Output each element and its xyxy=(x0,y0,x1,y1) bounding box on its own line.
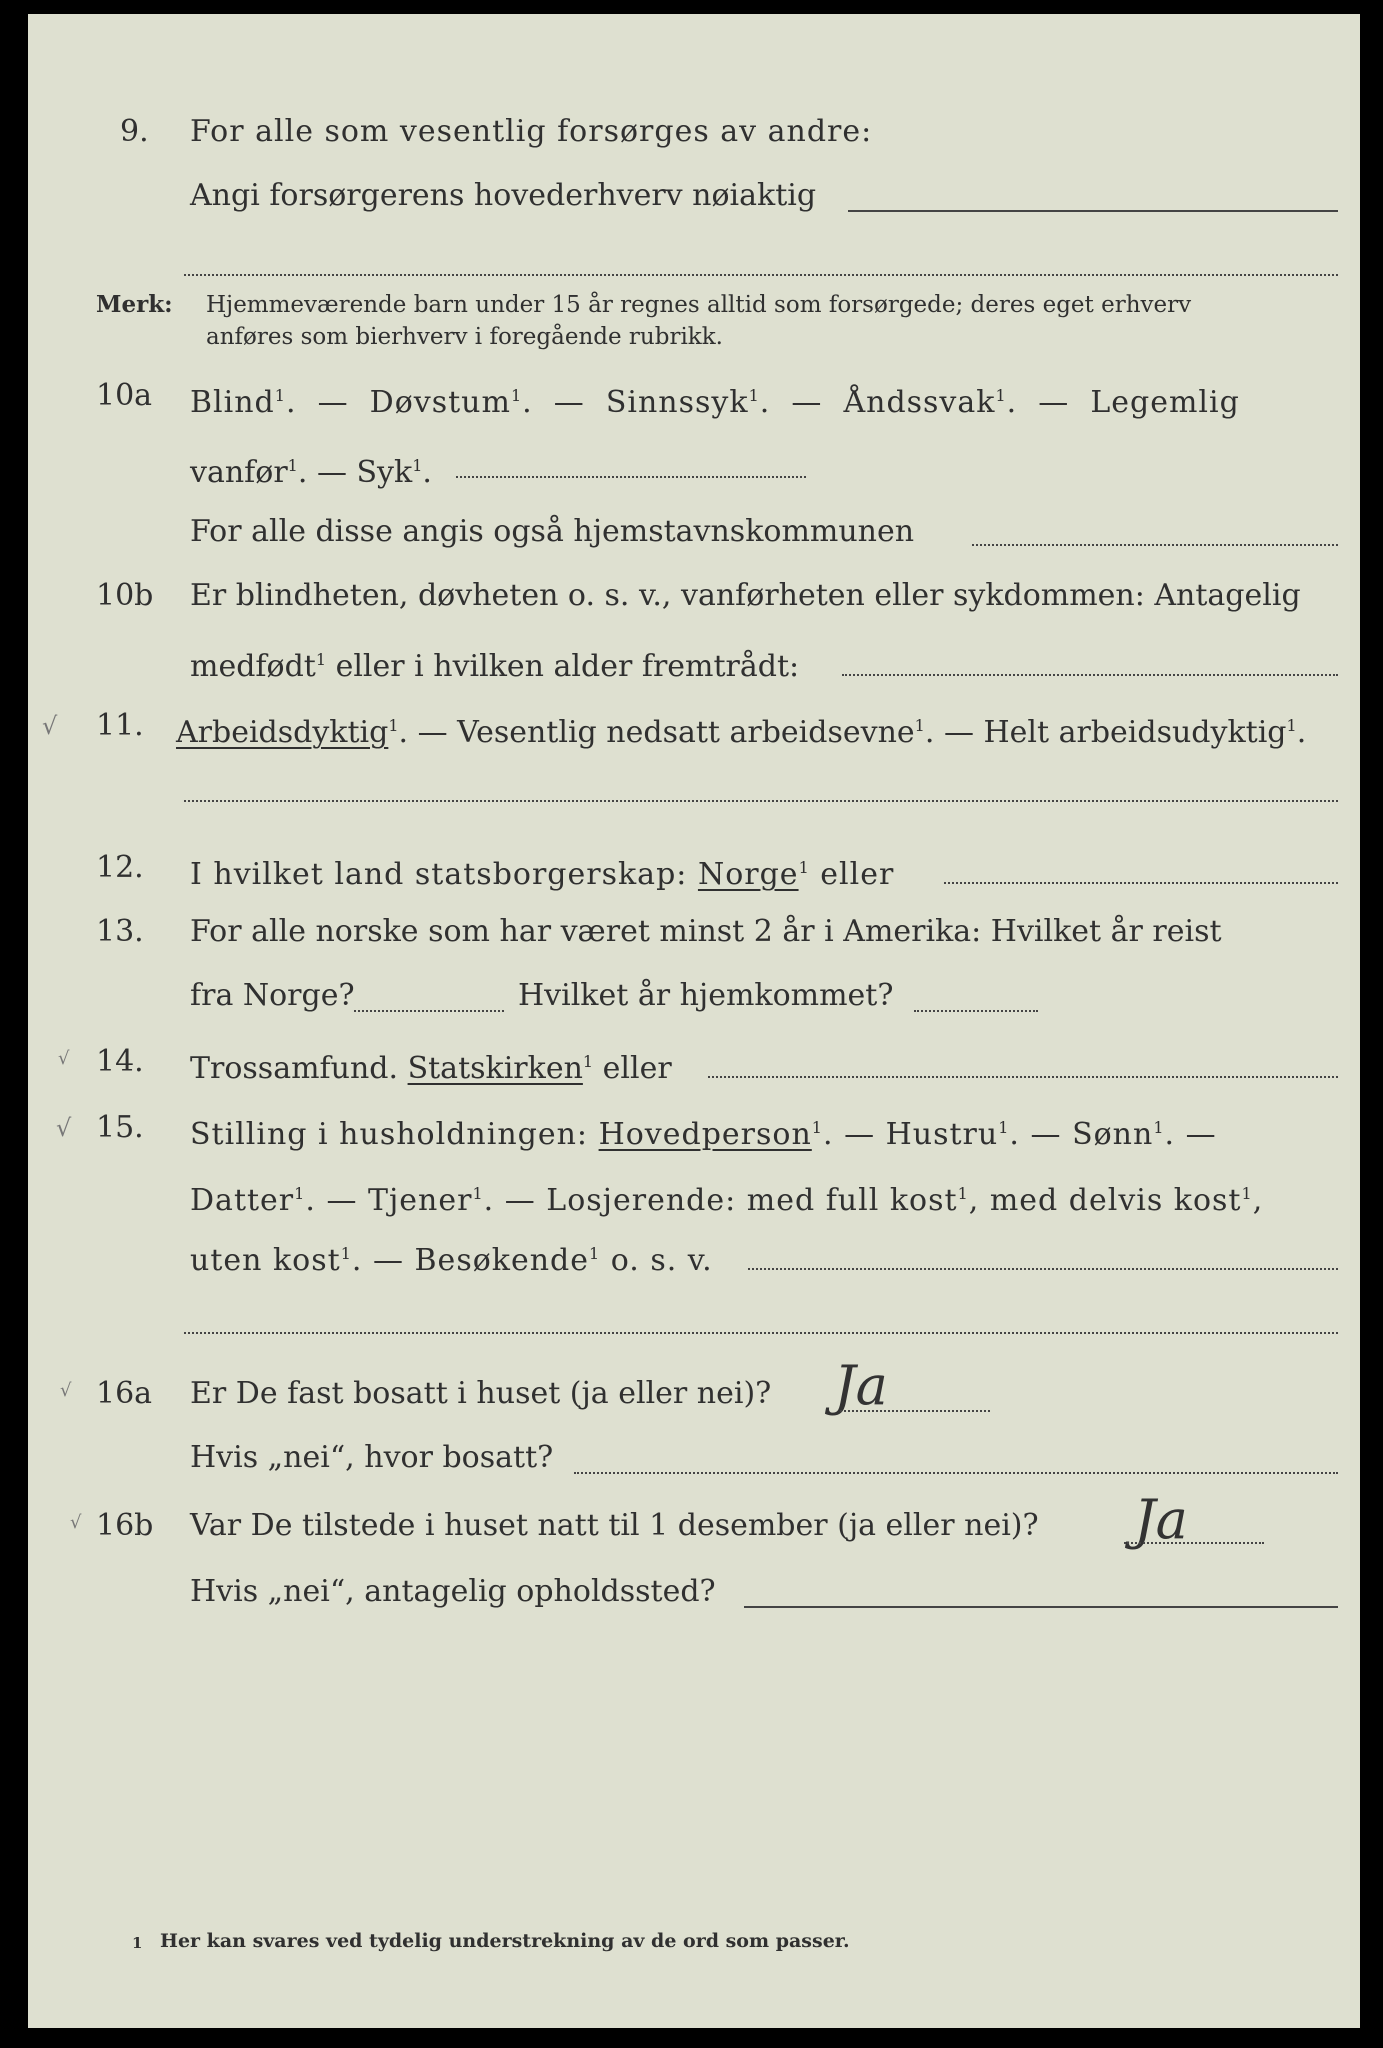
q16a-line1: Er De fast bosatt i huset (ja eller nei)? xyxy=(190,1376,772,1411)
footnote-mark: 1 xyxy=(582,1052,594,1071)
q16b-opholdssted-line[interactable] xyxy=(744,1606,1338,1608)
q16a-answer-line xyxy=(840,1410,990,1412)
footnote-mark: 1 xyxy=(472,1184,484,1203)
option-datter[interactable]: Datter xyxy=(190,1183,295,1218)
option-syk[interactable]: Syk xyxy=(356,455,413,490)
q15-line2: Datter$^1$. — Tjener$^1$. — Losjerende: med full kost$^1$, med delvis kost$^1$, xyxy=(190,1183,1264,1218)
q16b-number: 16b xyxy=(96,1508,154,1543)
q11-number: 11. xyxy=(96,708,144,743)
q9-answer-line-2[interactable] xyxy=(184,274,1338,276)
option-norge[interactable]: Norge xyxy=(697,857,799,892)
option-helt-arbeidsudyktig[interactable]: Helt arbeidsudyktig xyxy=(983,715,1287,750)
q16b-answer-line xyxy=(1124,1542,1264,1544)
merk-line1: Hjemmeværende barn under 15 år regnes alltid som forsørgede; deres eget erhverv xyxy=(206,292,1192,318)
q10b-line1: Er blindheten, døvheten o. s. v., vanførheten eller sykdommen: Antagelig xyxy=(190,578,1301,613)
q13-number: 13. xyxy=(96,914,144,949)
footnote-mark: 1 xyxy=(1153,1118,1165,1137)
q16b-handwritten-answer[interactable]: Ja xyxy=(1134,1488,1188,1551)
option-sinnssyk[interactable]: Sinnssyk xyxy=(605,385,749,420)
footnote-mark: 1 xyxy=(998,1118,1010,1137)
check-mark-icon: √ xyxy=(42,712,58,740)
q10a-kommune-line[interactable] xyxy=(972,544,1338,546)
q16a-number: 16a xyxy=(96,1376,153,1411)
footnote-mark: 1 xyxy=(315,650,327,669)
footnote-mark: 1 xyxy=(748,386,760,405)
footnote-mark: 1 xyxy=(388,716,399,735)
q11-line1: Arbeidsdyktig$^1$. — Vesentlig nedsatt arbeidsevne$^1$. — Helt arbeidsudyktig$^1$. xyxy=(176,715,1307,750)
q9-line2: Angi forsørgerens hovederhverv nøiaktig xyxy=(190,178,817,213)
footnote-mark: 1 xyxy=(412,456,423,475)
footnote-text: Her kan svares ved tydelig understrekning av de ord som passer. xyxy=(160,1930,850,1952)
q10a-answer-line[interactable] xyxy=(456,476,806,478)
footnote-mark: 1 xyxy=(995,386,1007,405)
footnote-mark: 1 xyxy=(274,386,286,405)
option-hustru[interactable]: Hustru xyxy=(885,1117,999,1152)
footnote-mark: 1 xyxy=(510,386,523,405)
option-vanfor[interactable]: vanfør xyxy=(190,455,288,490)
option-andssvak[interactable]: Åndssvak xyxy=(843,385,996,420)
check-mark-icon: √ xyxy=(70,1512,82,1533)
footnote-mark: 1 xyxy=(132,1934,143,1952)
q10a-number: 10a xyxy=(96,378,153,413)
option-uten-kost[interactable]: uten kost xyxy=(190,1243,341,1278)
footnote-mark: 1 xyxy=(1241,1184,1253,1203)
footnote-mark: 1 xyxy=(811,1118,823,1137)
q15-answer-line-2[interactable] xyxy=(184,1332,1338,1334)
option-medfodt[interactable]: medfødt xyxy=(190,649,316,684)
option-statskirken[interactable]: Statskirken xyxy=(407,1051,583,1086)
q12-line: I hvilket land statsborgerskap: Norge$^1$ eller xyxy=(190,857,895,892)
q11-answer-line[interactable] xyxy=(184,800,1338,802)
option-blind[interactable]: Blind xyxy=(190,385,275,420)
q14-number: 14. xyxy=(96,1044,144,1079)
option-hovedperson[interactable]: Hovedperson xyxy=(598,1117,812,1152)
footnote-mark: 1 xyxy=(588,1244,601,1263)
q10a-line1: Blind$^1$. — Døvstum$^1$. — Sinnssyk$^1$. — Åndssvak$^1$. — Legemlig xyxy=(190,385,1240,420)
q9-number: 9. xyxy=(120,114,149,149)
q13-hjemkommet: Hvilket år hjemkommet? xyxy=(518,978,894,1013)
check-mark-icon: √ xyxy=(58,1048,70,1069)
q13-hjemkommet-line[interactable] xyxy=(914,1010,1038,1012)
census-form-page xyxy=(28,14,1360,2028)
q10a-line3: For alle disse angis også hjemstavnskommunen xyxy=(190,514,915,549)
q16b-line1: Var De tilstede i huset natt til 1 desember (ja eller nei)? xyxy=(190,1508,1039,1543)
q14-answer-line[interactable] xyxy=(708,1076,1338,1078)
option-legemlig[interactable]: Legemlig xyxy=(1090,385,1240,420)
option-med-delvis-kost[interactable]: med delvis kost xyxy=(989,1183,1242,1218)
option-besokende[interactable]: Besøkende xyxy=(414,1243,589,1278)
merk-line2: anføres som bierhverv i foregående rubrikk. xyxy=(206,324,723,350)
q13-fra-norge: fra Norge? xyxy=(190,978,355,1013)
footnote-mark: 1 xyxy=(1286,716,1297,735)
q15-number: 15. xyxy=(96,1110,144,1145)
footnote-mark: 1 xyxy=(287,456,298,475)
q16b-line2: Hvis „nei“, antagelig opholdssted? xyxy=(190,1574,716,1609)
check-mark-icon: √ xyxy=(60,1380,72,1401)
q12-number: 12. xyxy=(96,850,144,885)
merk-label: Merk: xyxy=(96,291,173,318)
q16a-handwritten-answer[interactable]: Ja xyxy=(834,1354,888,1417)
q13-line1: For alle norske som har været minst 2 år i Amerika: Hvilket år reist xyxy=(190,914,1222,949)
option-sonn[interactable]: Sønn xyxy=(1072,1117,1154,1152)
q16a-bosatt-line[interactable] xyxy=(574,1472,1338,1474)
q12-answer-line[interactable] xyxy=(944,882,1338,884)
footnote-mark: 1 xyxy=(340,1244,352,1263)
q9-answer-line[interactable] xyxy=(848,210,1338,212)
q10b-answer-line[interactable] xyxy=(842,674,1338,676)
footnote-mark: 1 xyxy=(957,1184,969,1203)
q16a-line2: Hvis „nei“, hvor bosatt? xyxy=(190,1440,554,1475)
q10a-line2: vanfør$^1$. — Syk$^1$. xyxy=(190,455,432,490)
option-med-full-kost[interactable]: med full kost xyxy=(746,1183,958,1218)
q14-line: Trossamfund. Statskirken$^1$ eller xyxy=(190,1051,672,1086)
footnote-mark: 1 xyxy=(798,858,810,877)
option-tjener[interactable]: Tjener xyxy=(367,1183,473,1218)
q15-line3: uten kost$^1$. — Besøkende$^1$ o. s. v. xyxy=(190,1243,713,1278)
option-vesentlig-nedsatt[interactable]: Vesentlig nedsatt arbeidsevne xyxy=(457,715,915,750)
footnote-mark: 1 xyxy=(914,716,925,735)
footnote-mark: 1 xyxy=(294,1184,306,1203)
q10b-line2: medfødt$^1$ eller i hvilken alder fremtrådt: xyxy=(190,649,800,684)
q10b-number: 10b xyxy=(96,578,154,613)
q13-reist-line[interactable] xyxy=(354,1010,504,1012)
option-dovstum[interactable]: Døvstum xyxy=(369,385,511,420)
q9-line1: For alle som vesentlig forsørges av andre: xyxy=(190,114,873,149)
q15-line1: Stilling i husholdningen: Hovedperson$^1$. — Hustru$^1$. — Sønn$^1$. — xyxy=(190,1117,1217,1152)
check-mark-icon: √ xyxy=(56,1114,72,1142)
option-arbeidsdyktig[interactable]: Arbeidsdyktig xyxy=(176,715,389,750)
q15-answer-line[interactable] xyxy=(748,1268,1338,1270)
